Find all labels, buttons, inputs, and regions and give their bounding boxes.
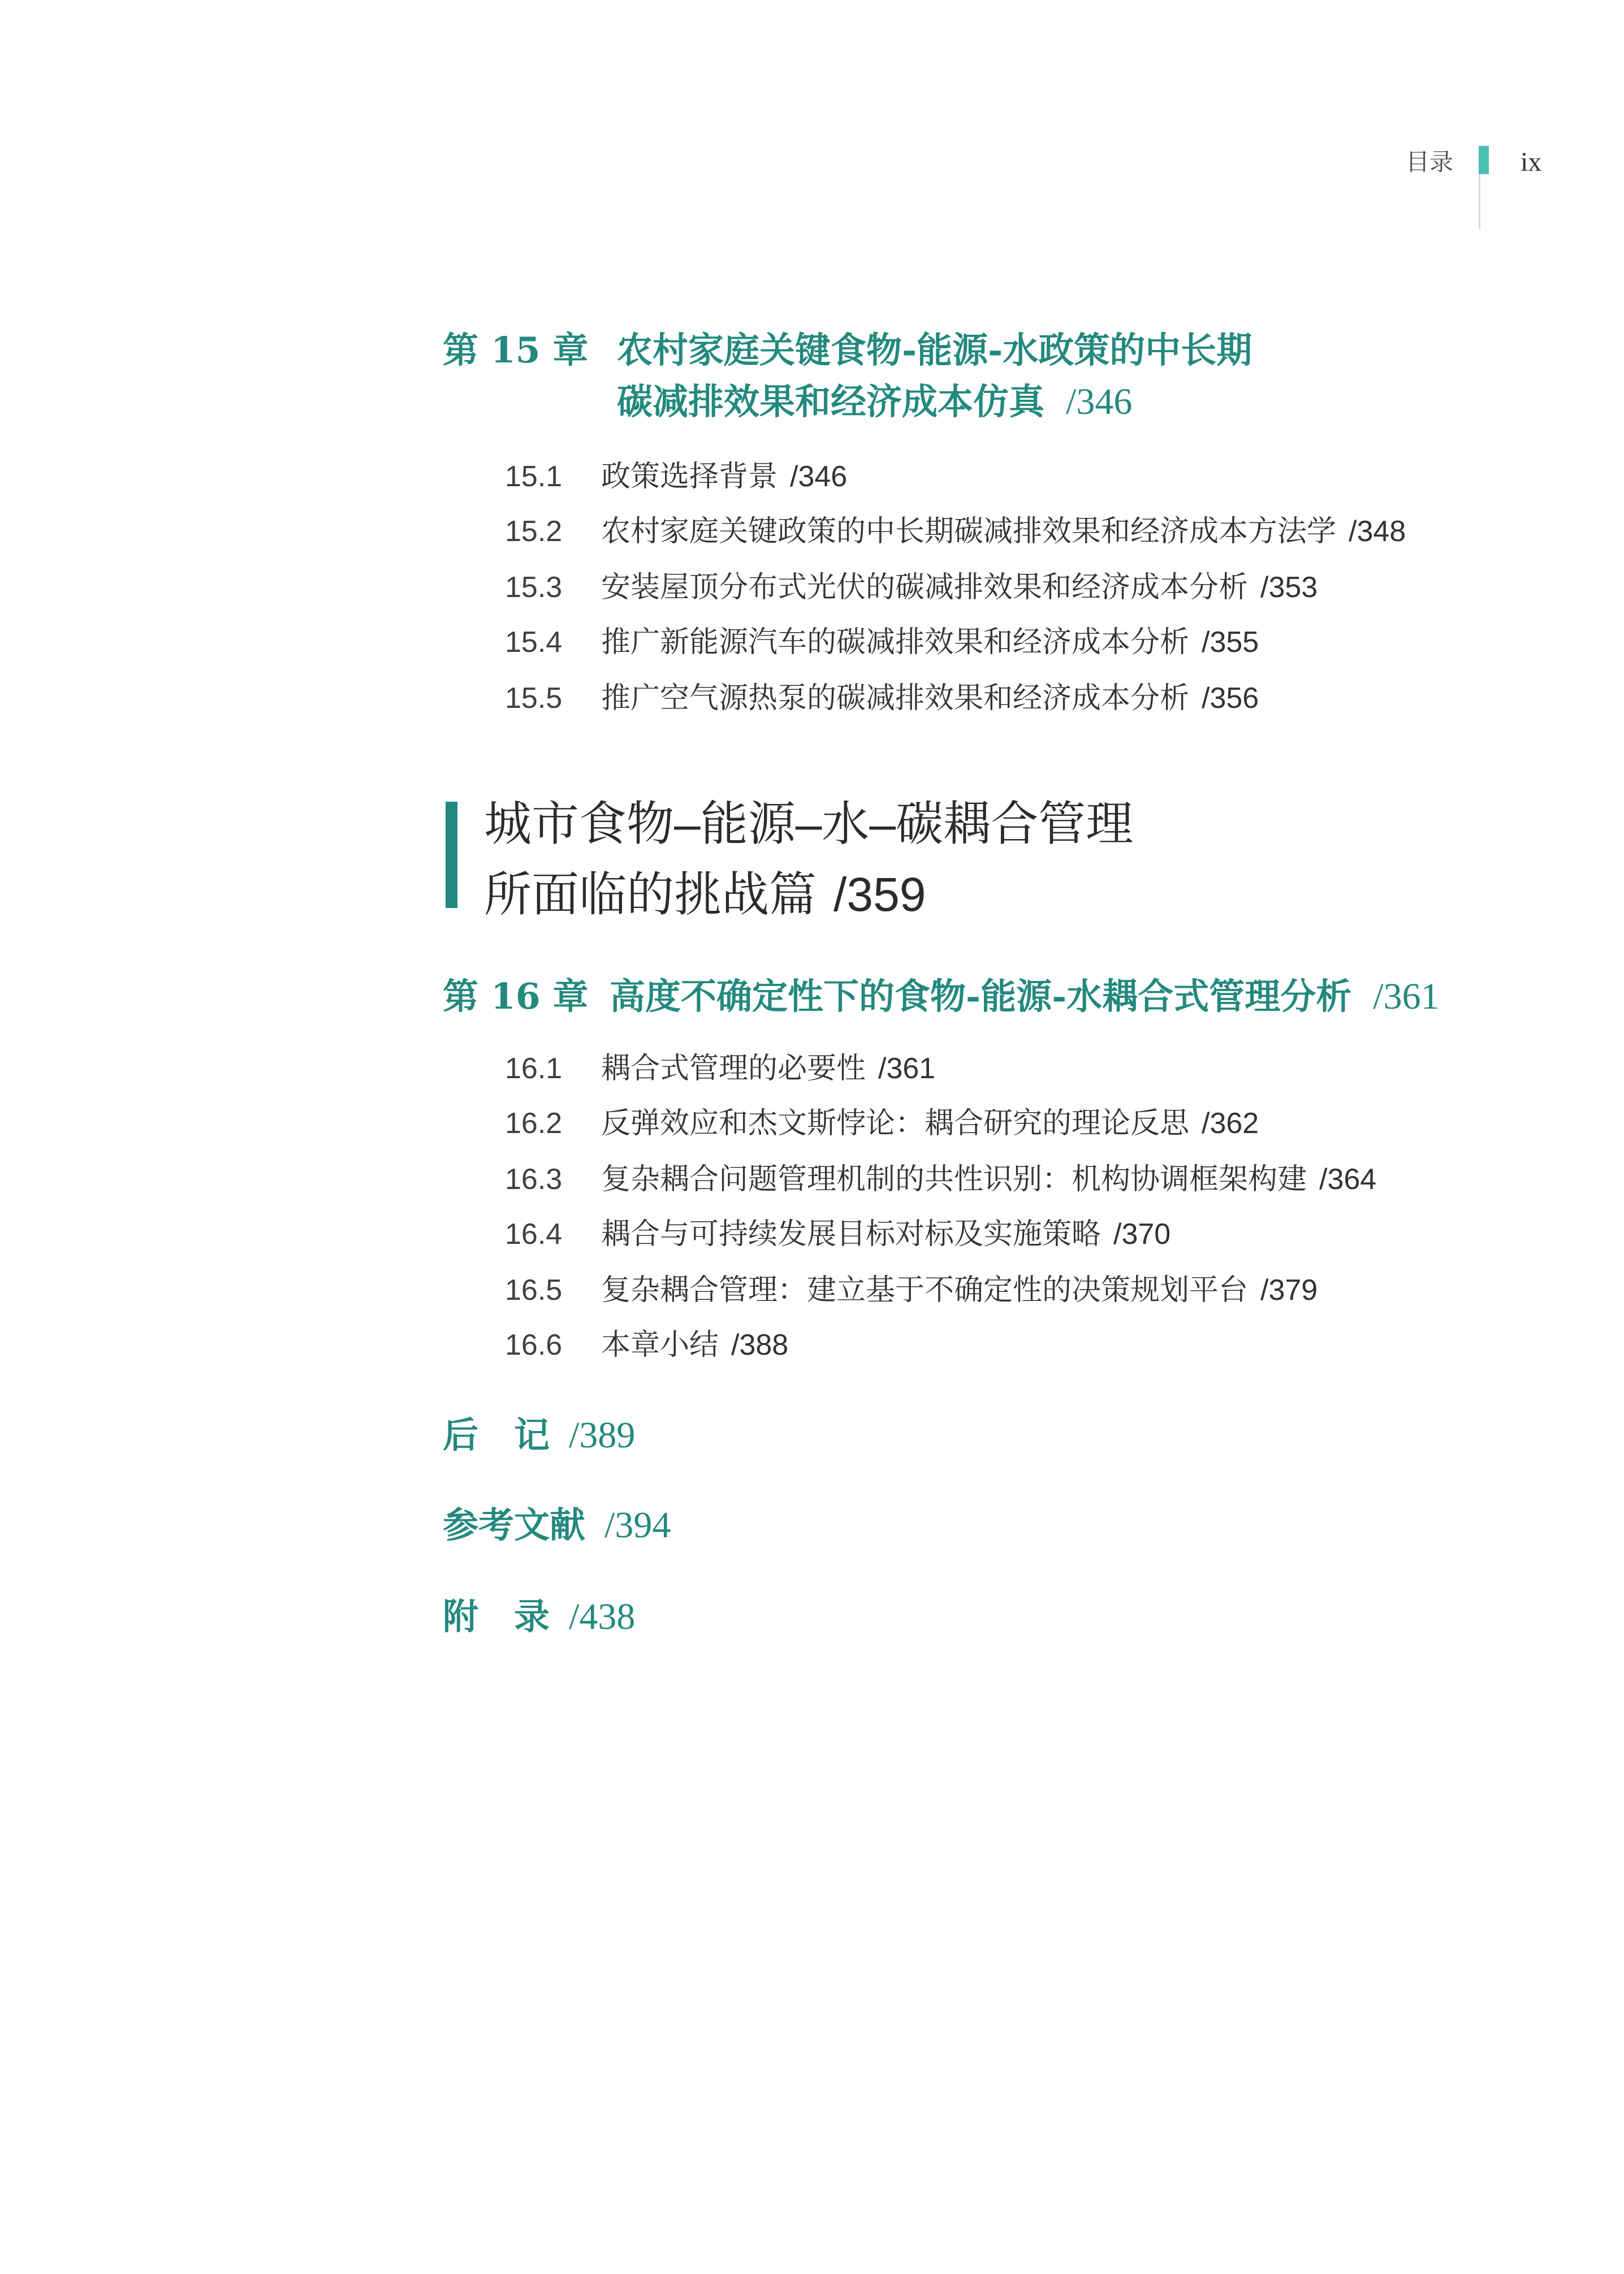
toc-entry-16-2 bbox=[505, 1104, 1259, 1143]
part-title-line-2 bbox=[484, 863, 926, 926]
entry-page: /362 bbox=[1202, 1107, 1259, 1140]
entry-page: /379 bbox=[1260, 1274, 1318, 1307]
entry-title: 耦合与可持续发展目标对标及实施策略 bbox=[601, 1218, 1102, 1251]
entry-title: 复杂耦合问题管理机制的共性识别：机构协调框架构建 bbox=[601, 1163, 1307, 1196]
entry-title: 附 录 bbox=[443, 1596, 550, 1637]
entry-title: 政策选择背景 bbox=[601, 460, 778, 493]
entry-title: 安装屋顶分布式光伏的碳减排效果和经济成本分析 bbox=[601, 571, 1249, 604]
toc-entry-15-3 bbox=[505, 568, 1318, 607]
chapter-16-title-text: 高度不确定性下的食物-能源-水耦合式管理分析 bbox=[610, 975, 1352, 1017]
entry-title: 推广空气源热泵的碳减排效果和经济成本分析 bbox=[601, 682, 1190, 715]
entry-page: /346 bbox=[790, 460, 848, 493]
entry-title: 推广新能源汽车的碳减排效果和经济成本分析 bbox=[601, 626, 1190, 659]
entry-number: 16.1 bbox=[505, 1052, 563, 1085]
entry-title: 复杂耦合管理：建立基于不确定性的决策规划平台 bbox=[601, 1274, 1249, 1307]
entry-title: 后 记 bbox=[443, 1414, 550, 1456]
toc-entry-16-4 bbox=[505, 1214, 1171, 1254]
entry-page: /353 bbox=[1260, 571, 1318, 604]
entry-page: /364 bbox=[1319, 1163, 1377, 1196]
toc-entry-appendix bbox=[443, 1594, 635, 1639]
part-page: /359 bbox=[833, 868, 926, 921]
page-number: ix bbox=[1521, 147, 1542, 177]
toc-entry-references bbox=[443, 1502, 671, 1547]
toc-entry-afterword bbox=[443, 1412, 635, 1458]
entry-page: /355 bbox=[1202, 626, 1259, 659]
toc-entry-16-1 bbox=[505, 1049, 935, 1088]
entry-page: /356 bbox=[1202, 682, 1259, 715]
chapter-16-page: /361 bbox=[1373, 976, 1440, 1017]
part-title-line-1: 城市食物–能源–水–碳耦合管理 bbox=[484, 797, 1134, 850]
entry-number: 16.6 bbox=[505, 1329, 563, 1361]
entry-page: /388 bbox=[731, 1329, 789, 1361]
chapter-15-title-line-1: 农村家庭关键食物-能源-水政策的中长期 bbox=[617, 329, 1252, 371]
chapter-15-label: 第 15 章 bbox=[443, 329, 589, 371]
header-marker-block bbox=[1479, 146, 1489, 174]
entry-title: 耦合式管理的必要性 bbox=[601, 1052, 866, 1085]
toc-entry-16-5 bbox=[505, 1270, 1318, 1310]
toc-entry-15-5 bbox=[505, 678, 1259, 718]
part-title-line-2-text: 所面临的挑战篇 bbox=[484, 868, 817, 921]
toc-entry-16-6 bbox=[505, 1325, 788, 1365]
entry-page: /389 bbox=[569, 1415, 636, 1456]
entry-title: 农村家庭关键政策的中长期碳减排效果和经济成本方法学 bbox=[601, 515, 1337, 548]
chapter-15-title-line-2-text: 碳减排效果和经济成本仿真 bbox=[617, 381, 1044, 422]
chapter-15-title-line-2 bbox=[617, 379, 1132, 424]
entry-page: /370 bbox=[1113, 1218, 1171, 1251]
chapter-16-label: 第 16 章 bbox=[443, 975, 589, 1017]
entry-title: 反弹效应和杰文斯悖论：耦合研究的理论反思 bbox=[601, 1107, 1190, 1140]
entry-page: /361 bbox=[878, 1052, 936, 1085]
chapter-15-page: /346 bbox=[1066, 381, 1133, 422]
entry-number: 15.1 bbox=[505, 460, 563, 493]
entry-page: /394 bbox=[604, 1505, 671, 1546]
entry-number: 16.3 bbox=[505, 1163, 563, 1196]
running-header-label: 目录 bbox=[1406, 149, 1454, 175]
entry-number: 15.5 bbox=[505, 682, 563, 715]
chapter-16-title bbox=[610, 974, 1440, 1019]
entry-number: 16.2 bbox=[505, 1107, 563, 1140]
entry-number: 16.4 bbox=[505, 1218, 563, 1251]
part-heading-bar bbox=[446, 802, 457, 908]
entry-number: 15.4 bbox=[505, 626, 563, 659]
toc-entry-15-1 bbox=[505, 457, 847, 496]
entry-number: 15.2 bbox=[505, 515, 563, 548]
entry-title: 参考文献 bbox=[443, 1504, 585, 1546]
entry-title: 本章小结 bbox=[601, 1329, 719, 1361]
toc-entry-15-2 bbox=[505, 512, 1406, 551]
entry-number: 15.3 bbox=[505, 571, 563, 604]
entry-page: /348 bbox=[1349, 515, 1406, 548]
toc-entry-16-3 bbox=[505, 1160, 1376, 1199]
entry-page: /438 bbox=[569, 1596, 636, 1637]
entry-number: 16.5 bbox=[505, 1274, 563, 1307]
toc-entry-15-4 bbox=[505, 622, 1259, 662]
